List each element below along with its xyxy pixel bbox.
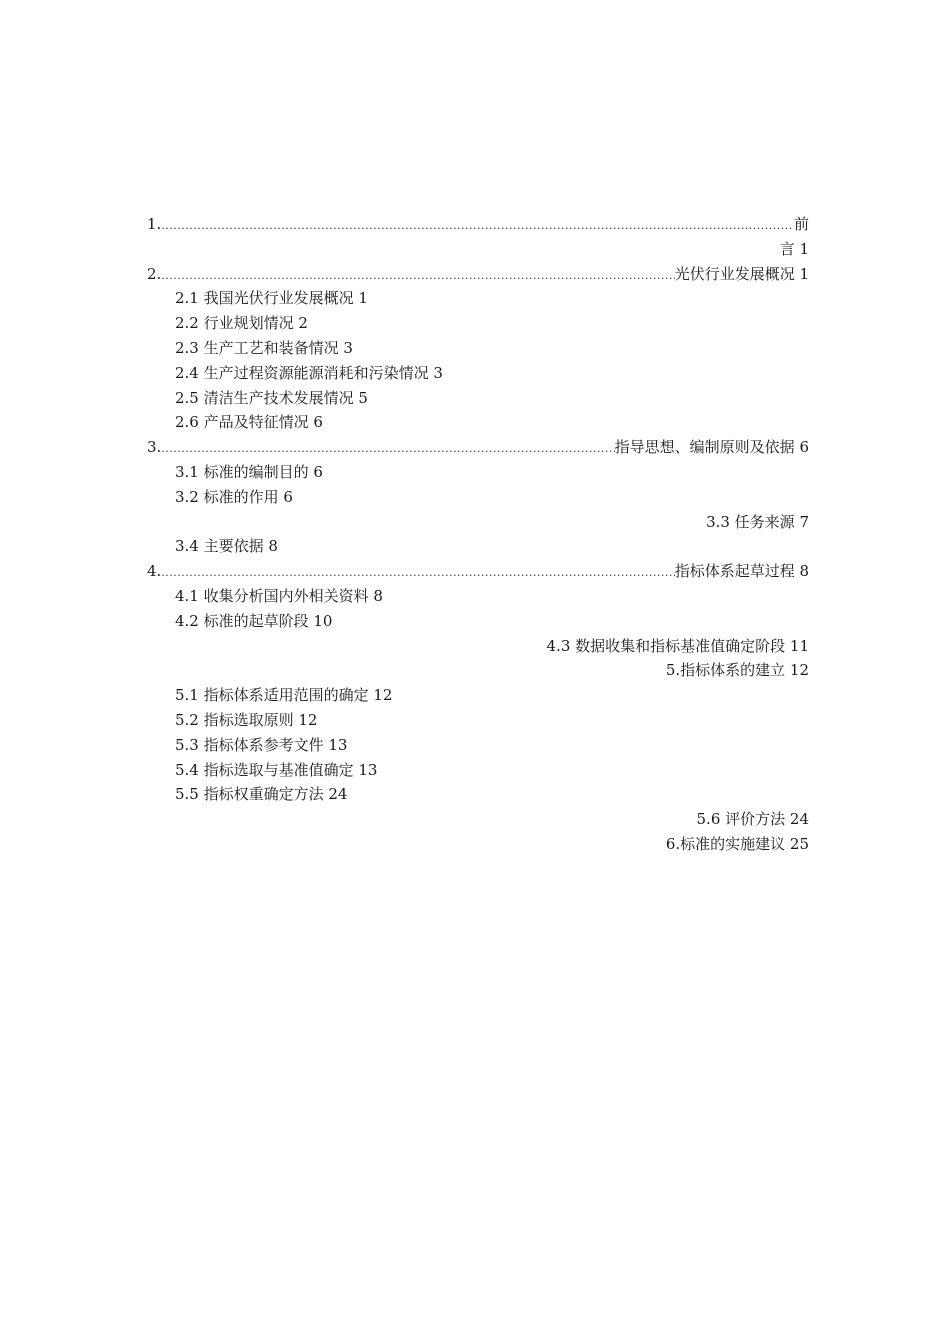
toc-entry-2-1[interactable]: 2.1 我国光伏行业发展概况 1 xyxy=(175,289,368,308)
dot-leader xyxy=(161,437,614,462)
toc-entry-4-1[interactable]: 4.1 收集分析国内外相关资料 8 xyxy=(175,586,383,605)
toc-entry-2-2[interactable]: 2.2 行业规划情况 2 xyxy=(175,314,308,333)
dot-leader xyxy=(161,214,794,239)
toc-number: 2. xyxy=(147,264,162,283)
toc-entry-ch3[interactable] xyxy=(147,435,809,460)
toc-entry-3-2[interactable]: 3.2 标准的作用 6 xyxy=(175,487,293,506)
toc-number: 3. xyxy=(147,438,162,457)
toc-entry-5-4[interactable]: 5.4 指标选取与基准值确定 13 xyxy=(175,760,378,779)
toc-entry-5-5[interactable]: 5.5 指标权重确定方法 24 xyxy=(175,785,348,804)
toc-entry-3-4[interactable]: 3.4 主要依据 8 xyxy=(175,537,278,556)
toc-entry-2-6[interactable]: 2.6 产品及特征情况 6 xyxy=(175,413,323,432)
toc-entry-ch1-wrap: 言 1 xyxy=(779,239,809,258)
toc-entry-5-3[interactable]: 5.3 指标体系参考文件 13 xyxy=(175,735,348,754)
toc-entry-2-5[interactable]: 2.5 清洁生产技术发展情况 5 xyxy=(175,388,368,407)
toc-entry-4-2[interactable]: 4.2 标准的起草阶段 10 xyxy=(175,611,333,630)
toc-entry-5-1[interactable]: 5.1 指标体系适用范围的确定 12 xyxy=(175,686,393,705)
toc-entry-ch1[interactable] xyxy=(147,212,809,237)
dot-leader xyxy=(161,561,674,586)
toc-title: 前 xyxy=(793,215,809,233)
toc-entry-ch4[interactable] xyxy=(147,559,809,584)
table-of-contents xyxy=(147,212,809,857)
toc-entry-2-4[interactable]: 2.4 生产过程资源能源消耗和污染情况 3 xyxy=(175,363,443,382)
toc-entry-3-3[interactable]: 3.3 任务来源 7 xyxy=(706,512,809,531)
toc-entry-ch5[interactable]: 5.指标体系的建立 12 xyxy=(665,661,809,680)
toc-number: 1. xyxy=(147,215,162,233)
toc-title: 指标体系起草过程 8 xyxy=(674,562,809,581)
toc-title: 指导思想、编制原则及依据 6 xyxy=(614,438,809,457)
toc-entry-4-3[interactable]: 4.3 数据收集和指标基准值确定阶段 11 xyxy=(546,636,809,655)
toc-number: 4. xyxy=(147,562,162,581)
toc-title: 光伏行业发展概况 1 xyxy=(674,264,809,283)
toc-entry-3-1[interactable]: 3.1 标准的编制目的 6 xyxy=(175,462,323,481)
toc-entry-ch2[interactable] xyxy=(147,262,809,287)
toc-entry-5-2[interactable]: 5.2 指标选取原则 12 xyxy=(175,710,318,729)
toc-entry-ch6[interactable]: 6.标准的实施建议 25 xyxy=(665,834,809,853)
dot-leader xyxy=(161,264,674,289)
toc-entry-5-6[interactable]: 5.6 评价方法 24 xyxy=(696,810,809,829)
toc-entry-2-3[interactable]: 2.3 生产工艺和装备情况 3 xyxy=(175,338,353,357)
